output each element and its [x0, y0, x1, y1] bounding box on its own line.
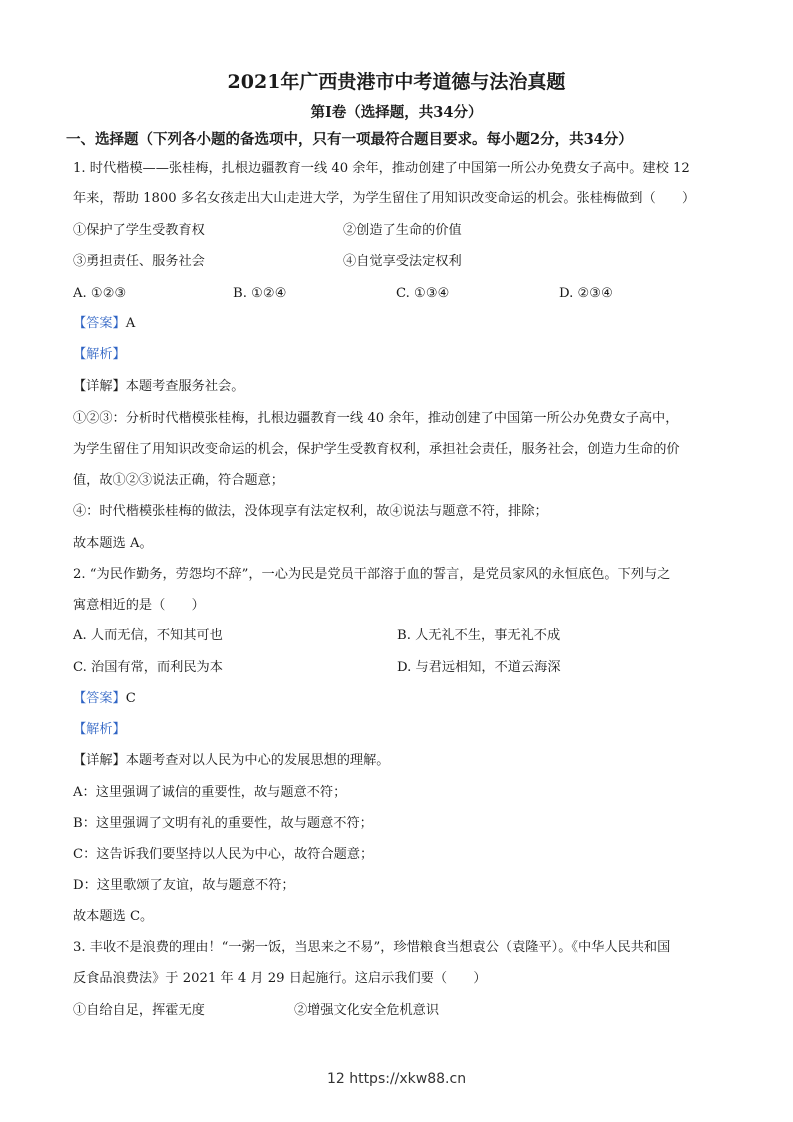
- q2-explanation-a: A：这里强调了诚信的重要性，故与题意不符；: [73, 785, 347, 800]
- q2-answer: [73, 690, 136, 708]
- answer-value: C: [125, 691, 136, 706]
- q2-stem-line-2: 寓意相近的是（ ）: [73, 598, 205, 613]
- detail-text: 本题考查服务社会。: [125, 379, 245, 394]
- q1-explanation-2: ④：时代楷模张桂梅的做法，没体现享有法定权利，故④说法与题意不符，排除；: [73, 504, 548, 519]
- q1-option-d: D. ②③④: [559, 286, 613, 301]
- q2-explanation-b: B：这里强调了文明有礼的重要性，故与题意不符；: [73, 816, 373, 831]
- answer-tag: 【答案】: [73, 691, 126, 706]
- q2-option-d: D. 与君远相知，不道云海深: [397, 660, 561, 675]
- q1-analysis-tag: 【解析】: [73, 347, 126, 362]
- q1-explanation-line-2: 为学生留住了用知识改变命运的机会，保护学生受教育权利，承担社会责任，服务社会，创造力生命的价: [73, 442, 680, 457]
- page-footer: 12 https://xkw88.cn: [326, 1071, 467, 1087]
- q1-item-4: ④自觉享受法定权利: [343, 254, 462, 269]
- section-heading: 一、选择题（下列各小题的备选项中，只有一项最符合题目要求。每小题2分，共34分）: [66, 131, 633, 148]
- answer-value: A: [125, 316, 136, 331]
- q1-stem-line-1: 1. 时代楷模——张桂梅，扎根边疆教育一线 40 余年，推动创建了中国第一所公办免费女子高中。建校 12: [73, 161, 690, 176]
- q2-explanation-d: D：这里歌颂了友谊，故与题意不符；: [73, 878, 295, 893]
- q2-option-b: B. 人无礼不生，事无礼不成: [397, 628, 561, 643]
- q3-item-1: ①自给自足，挥霍无度: [73, 1003, 205, 1018]
- q1-answer: [73, 315, 135, 333]
- detail-tag: 【详解】: [73, 753, 126, 768]
- q2-analysis-tag: 【解析】: [73, 722, 126, 737]
- page-title: 2021年广西贵港市中考道德与法治真题: [227, 71, 566, 93]
- q1-item-1: ①保护了学生受教育权: [73, 223, 205, 238]
- q1-option-b: B. ①②④: [233, 286, 287, 301]
- q2-option-c: C. 治国有常，而利民为本: [73, 660, 223, 675]
- q1-conclusion: 故本题选 A。: [73, 536, 153, 551]
- page-subtitle: 第Ⅰ卷（选择题，共34分）: [310, 104, 483, 121]
- q2-stem-line-1: 2. “为民作勤务，劳怨均不辞”，一心为民是党员干部溶于血的誓言，是党员家风的永恒底色。下列与之: [73, 567, 671, 582]
- detail-tag: 【详解】: [73, 379, 126, 394]
- q1-detail: [73, 378, 244, 396]
- q1-explanation-line-3: 值，故①②③说法正确，符合题意；: [73, 473, 284, 488]
- q3-stem-line-1: 3. 丰收不是浪费的理由！“一粥一饭，当思来之不易”，珍惜粮食当想袁公（袁隆平）。《中华人民共和国: [73, 940, 671, 955]
- q1-explanation-line-1: ①②③：分析时代楷模张桂梅，扎根边疆教育一线 40 余年，推动创建了中国第一所公办免费女子高中，: [73, 411, 679, 426]
- q3-item-2: ②增强文化安全危机意识: [294, 1003, 440, 1018]
- detail-text: 本题考查对以人民为中心的发展思想的理解。: [125, 753, 390, 768]
- q2-explanation-c: C：这告诉我们要坚持以人民为中心，故符合题意；: [73, 847, 374, 862]
- q1-item-3: ③勇担责任、服务社会: [73, 254, 205, 269]
- q1-stem-line-2: 年来，帮助 1800 多名女孩走出大山走进大学，为学生留住了用知识改变命运的机会。张桂梅做到（ ）: [73, 191, 696, 206]
- q1-option-a: A. ①②③: [73, 286, 127, 301]
- answer-tag: 【答案】: [73, 316, 126, 331]
- q2-conclusion: 故本题选 C。: [73, 909, 154, 924]
- q1-option-c: C. ①③④: [396, 286, 450, 301]
- q3-stem-line-2: 反食品浪费法》于 2021 年 4 月 29 日起施行。这启示我们要（ ）: [73, 971, 487, 986]
- q2-option-a: A. 人而无信，不知其可也: [73, 628, 223, 643]
- q2-detail: [73, 752, 390, 770]
- q1-item-2: ②创造了生命的价值: [343, 223, 462, 238]
